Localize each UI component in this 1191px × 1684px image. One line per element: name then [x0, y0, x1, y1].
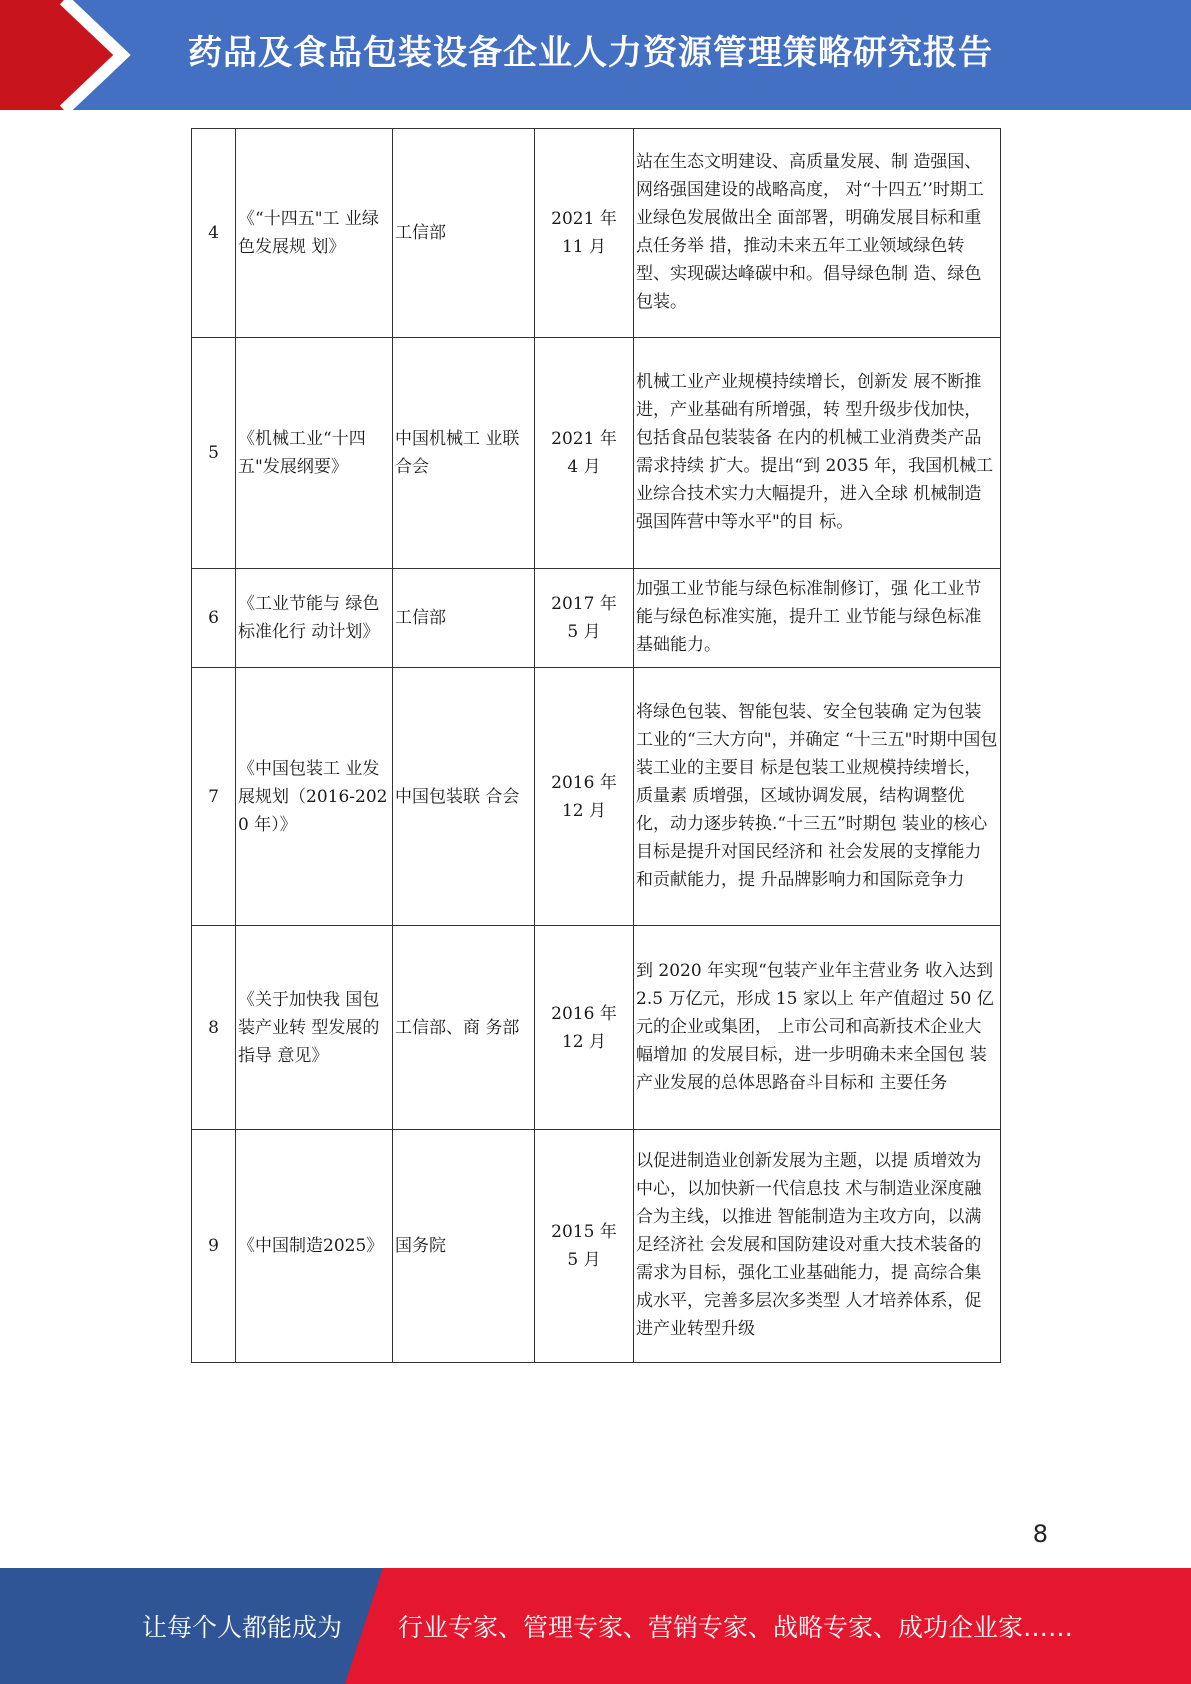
policy-content: 将绿色包装、智能包装、安全包装确 定为包装工业的“三大方向"，并确定 “十三五"时期中国包装工业的主要目 标是包装工业规模持续增长，质量素 质增强，区域协调发展，结构调整优 化，动力逐步转换.“十三五”时期包 装业的核心目标是提升对国民经济和 社会发展的支撑能力和贡献能力，提 升品牌影响力和国际竞争力: [634, 668, 1001, 926]
issue-month: 4 月: [567, 457, 601, 477]
row-number: 9: [192, 1130, 236, 1363]
issuing-body: 中国包装联 合会: [393, 668, 535, 926]
page-header: [0, 0, 1191, 110]
issuing-body: 中国机械工 业联合会: [393, 338, 535, 569]
table-row: [192, 569, 1001, 668]
issue-date: [535, 129, 634, 338]
policy-name: 《关于加快我 国包装产业转 型发展的指导 意见》: [236, 926, 393, 1130]
table-row: [192, 129, 1001, 338]
issuing-body: 工信部: [393, 129, 535, 338]
table-row: [192, 338, 1001, 569]
issue-month: 12 月: [561, 1031, 607, 1052]
issue-month: 5 月: [567, 1250, 601, 1270]
page-footer: [0, 1568, 1191, 1684]
row-number: 8: [192, 926, 236, 1130]
row-number: 4: [192, 129, 236, 338]
issue-month: 5 月: [567, 622, 601, 642]
footer-slogan-left: 让每个人都能成为: [142, 1613, 343, 1642]
issue-month: 11 月: [561, 237, 607, 257]
issuing-body: 国务院: [393, 1130, 535, 1363]
issue-date: [535, 668, 634, 926]
issue-date: [535, 338, 634, 569]
policy-name: 《工业节能与 绿色标准化行 动计划》: [236, 569, 393, 668]
page-number: 8: [1032, 1520, 1048, 1548]
table-row: [192, 1130, 1001, 1363]
issue-year: 2021 年: [551, 209, 617, 229]
issue-month: 12 月: [561, 800, 607, 821]
policy-name: 《机械工业“十四五"发展纲要》: [236, 338, 393, 569]
issue-date: [535, 926, 634, 1130]
policy-content: 站在生态文明建设、高质量发展、制 造强国、网络强国建设的战略高度， 对“十四五’’时期工业绿色发展做出全 面部署，明确发展目标和重点任务举 措，推动未来五年工业领域绿色转 型、实现碳达峰碳中和。倡导绿色制 造、绿色包装。: [634, 129, 1001, 338]
policy-content: 到 2020 年实现“包装产业年主营业务 收入达到 2.5 万亿元，形成 15 家以上 年产值超过 50 亿元的企业或集团， 上市公司和高新技术企业大幅增加 的发展目标，进一步明确未来全国包 装产业发展的总体思路奋斗目标和 主要任务: [634, 926, 1001, 1130]
issue-year: 2016 年: [551, 772, 617, 793]
policy-name: 《中国制造2025》: [236, 1130, 393, 1363]
issuing-body: 工信部、商 务部: [393, 926, 535, 1130]
policy-name: 《中国包装工 业发展规划（2016-2020 年）》: [236, 668, 393, 926]
policy-name: 《“十四五"工 业绿色发展规 划》: [236, 129, 393, 338]
table-row: [192, 668, 1001, 926]
issue-year: 2017 年: [551, 594, 617, 614]
issue-date: [535, 569, 634, 668]
row-number: 7: [192, 668, 236, 926]
policy-content: 机械工业产业规模持续增长，创新发 展不断推进，产业基础有所增强，转 型升级步伐加快，包括食品包装装备 在内的机械工业消费类产品需求持续 扩大。提出“到 2035 年，我国机械工 业综合技术实力大幅提升，进入全球 机械制造强国阵营中等水平"的目 标。: [634, 338, 1001, 569]
policy-table: [191, 128, 1001, 1363]
issue-year: 2021 年: [551, 429, 617, 449]
policy-content: 以促进制造业创新发展为主题，以提 质增效为中心，以加快新一代信息技 术与制造业深度融合为主线，以推进 智能制造为主攻方向，以满足经济社 会发展和国防建设对重大技术装备的 需求为目标，强化工业基础能力，提 高综合集成水平，完善多层次多类型 人才培养体系，促进产业转型升级: [634, 1130, 1001, 1363]
table-row: [192, 926, 1001, 1130]
issue-year: 2015 年: [551, 1222, 617, 1242]
issuing-body: 工信部: [393, 569, 535, 668]
policy-content: 加强工业节能与绿色标准制修订，强 化工业节能与绿色标准实施，提升工 业节能与绿色标准基础能力。: [634, 569, 1001, 668]
row-number: 6: [192, 569, 236, 668]
report-title: 药品及食品包装设备企业人力资源管理策略研究报告: [188, 33, 993, 73]
footer-slogan-right: 行业专家、管理专家、营销专家、战略专家、成功企业家……: [398, 1613, 1074, 1642]
row-number: 5: [192, 338, 236, 569]
issue-date: [535, 1130, 634, 1363]
issue-year: 2016 年: [551, 1003, 617, 1024]
